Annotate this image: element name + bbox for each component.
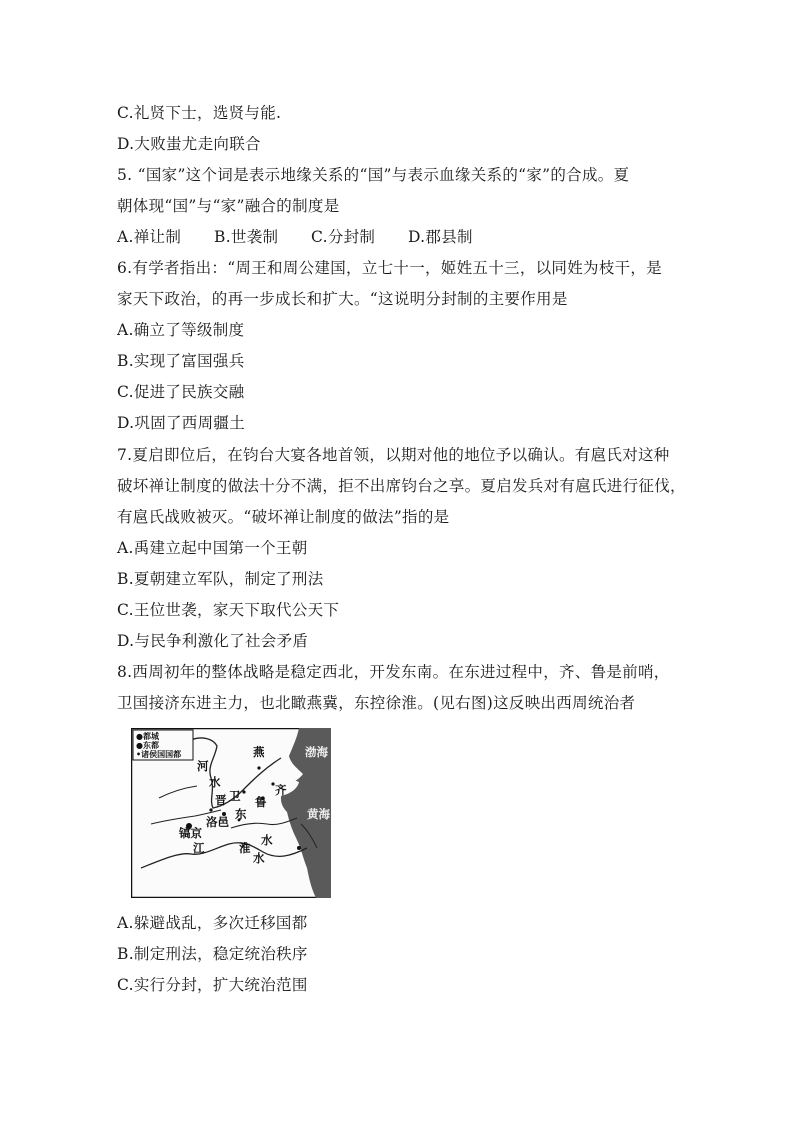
label-shui-2: 水 <box>261 833 273 847</box>
q6-option-b: B.实现了富国强兵 <box>117 352 245 370</box>
legend-capital: ●都城 <box>136 732 159 741</box>
label-jiang: 江 <box>193 841 205 855</box>
legend-vassal-capital: •诸侯国国都 <box>136 750 182 759</box>
q6-stem-line-1: 6.有学者指出：“周王和周公建国，立七十一，姬姓五十三，以同姓为枝干，是 <box>117 259 663 277</box>
q6-option-d: D.巩固了西周疆土 <box>117 414 246 432</box>
q7-option-a: A.禹建立起中国第一个王朝 <box>117 539 308 557</box>
q7-stem-line-2: 破坏禅让制度的做法十分不满，拒不出席钧台之享。夏启发兵对有扈氏进行征伐， <box>117 477 686 495</box>
label-lu: 鲁 <box>255 795 267 809</box>
label-shui-1: 水 <box>209 775 221 789</box>
label-he: 河 <box>197 759 209 773</box>
q5-options <box>117 226 473 248</box>
q6-stem-line-2: 家天下政治，的再一步成长和扩大。“这说明分封制的主要作用是 <box>117 290 568 308</box>
label-shui-3: 水 <box>253 851 265 865</box>
q7-option-b: B.夏朝建立军队，制定了刑法 <box>117 570 324 588</box>
western-zhou-map <box>131 728 331 898</box>
q8-option-a: A.躲避战乱，多次迁移国都 <box>117 914 308 932</box>
q4-option-d: D.大败蚩尤走向联合 <box>117 135 261 153</box>
q5-stem-line-1: 5. “国家”这个词是表示地缘关系的“国”与表示血缘关系的“家”的合成。夏 <box>117 166 630 184</box>
q7-stem-line-1: 7.夏启即位后，在钧台大宴各地首领，以期对他的地位予以确认。有扈氏对这种 <box>117 446 670 464</box>
label-luoyi: 洛邑 <box>206 815 229 829</box>
label-qi: 齐 <box>275 783 287 797</box>
q4-option-c: C.礼贤下士，选贤与能. <box>117 104 282 122</box>
q5-option-d: D.郡县制 <box>408 228 473 246</box>
label-bohai: 渤海 <box>305 745 328 759</box>
label-dong: 东 <box>235 807 247 821</box>
q8-option-b: B.制定刑法，稳定统治秩序 <box>117 945 308 963</box>
jin-dot <box>209 808 212 811</box>
q5-stem-line-2: 朝体现“国”与“家”融合的制度是 <box>117 197 340 215</box>
q6-option-a: A.确立了等级制度 <box>117 321 245 339</box>
label-yan: 燕 <box>253 745 265 759</box>
q8-stem-line-2: 卫国接济东进主力，也北瞰燕冀，东控徐淮。(见右图)这反映出西周统治者 <box>117 694 636 712</box>
yan-dot <box>257 766 260 769</box>
q5-option-b: B.世袭制 <box>214 228 279 246</box>
q7-option-d: D.与民争利激化了社会矛盾 <box>117 632 309 650</box>
q5-option-a: A.禅让制 <box>117 228 182 246</box>
legend-eastern-capital: ●东都 <box>136 741 159 750</box>
label-huai: 淮 <box>239 841 251 855</box>
q5-option-c: C.分封制 <box>311 228 376 246</box>
q7-stem-line-3: 有扈氏战败被灭。“破坏禅让制度的做法”指的是 <box>117 508 450 526</box>
label-huanghai: 黄海 <box>307 807 330 821</box>
coast-dot <box>297 846 301 850</box>
wei-dot <box>242 790 245 793</box>
q8-option-c: C.实行分封，扩大统治范围 <box>117 976 308 994</box>
label-wei: 卫 <box>229 789 241 803</box>
label-haojing: 镐京 <box>179 826 202 840</box>
q6-option-c: C.促进了民族交融 <box>117 383 245 401</box>
q7-option-c: C.王位世袭，家天下取代公天下 <box>117 601 340 619</box>
q8-stem-line-1: 8.西周初年的整体战略是稳定西北，开发东南。在东进过程中，齐、鲁是前哨， <box>117 663 670 681</box>
label-jin: 晋 <box>215 793 227 807</box>
